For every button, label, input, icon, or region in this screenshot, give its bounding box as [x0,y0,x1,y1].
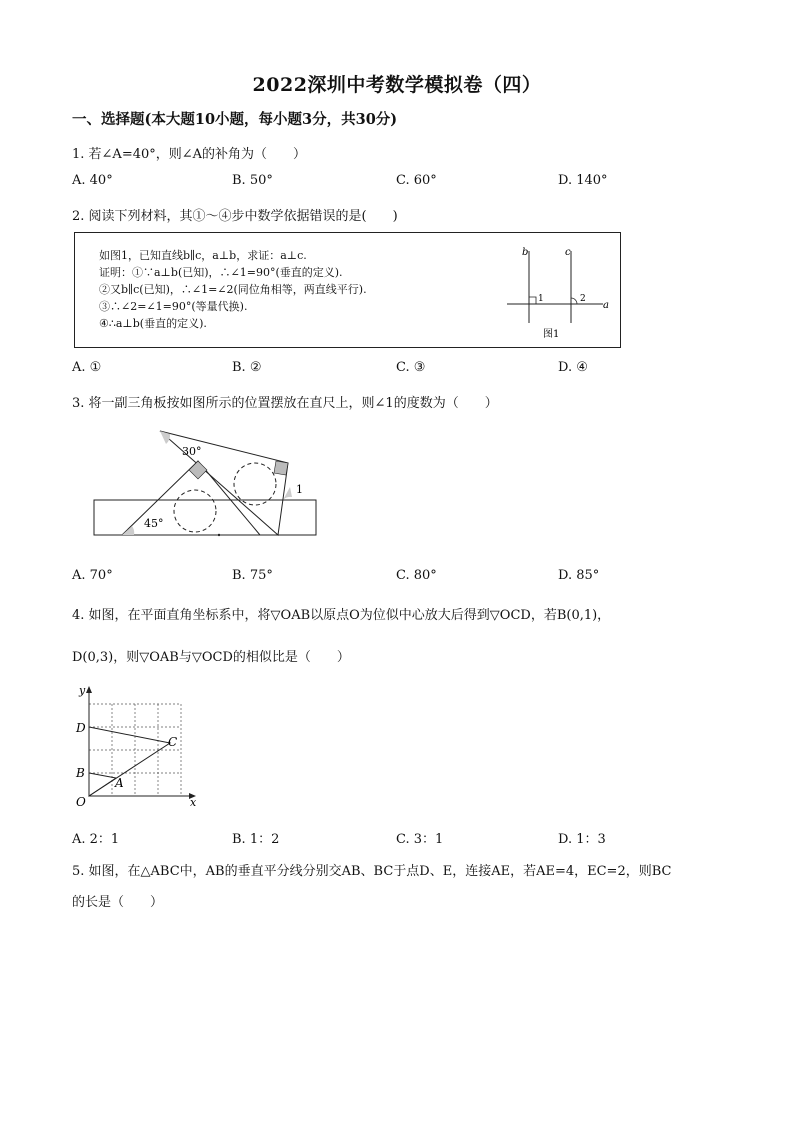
angle-45-arc [122,526,134,535]
question-3-option-d: D. 85° [558,568,600,583]
figure-1-parallel-lines [495,237,615,343]
protractor-hole-right [234,463,276,505]
question-4-stem-line2: D(0,3)，则▽OAB与▽OCD的相似比是（ ） [72,650,350,665]
label-angle-1: 1 [296,483,303,496]
grid-lines [89,704,181,796]
label-angle-2: 2 [580,294,586,304]
label-A: A [115,776,124,790]
question-1-option-c: C. 60° [396,173,437,188]
proof-line: 证明：①∵a⊥b(已知)，∴∠1=90°(垂直的定义). [99,266,343,279]
question-4-stem-line1: 4. 如图，在平面直角坐标系中，将▽OAB以原点O为位似中心放大后得到▽OCD，若B(0,1)， [72,608,611,623]
question-1-option-a: A. 40° [72,173,113,188]
question-4-option-c: C. 3：1 [396,832,444,847]
angle-2-arc [571,298,577,304]
question-5-stem-line1: 5. 如图，在△ABC中，AB的垂直平分线分别交AB、BC于点D、E，连接AE，若AE=4，EC=2，则BC [72,864,672,879]
right-angle-mark [529,297,536,304]
proof-line: ②又b∥c(已知)，∴∠1=∠2(同位角相等，两直线平行). [99,283,367,296]
question-1-stem: 1. 若∠A=40°，则∠A的补角为（ ） [72,147,307,162]
figure-coordinate-grid [72,680,212,815]
label-O: O [76,795,86,809]
proof-text [99,247,367,332]
label-a: a [603,300,609,311]
label-C: C [168,735,178,749]
y-axis-arrow [86,686,92,693]
proof-line: 如图1，已知直线b∥c，a⊥b，求证：a⊥c. [99,249,307,262]
label-x: x [190,796,197,809]
question-4-option-b: B. 1：2 [232,832,280,847]
question-5-stem-line2: 的长是（ ） [72,895,164,910]
proof-box [74,232,621,348]
question-1-option-d: D. 140° [558,173,608,188]
ruler-mark-dot [218,534,220,536]
figure-caption: 图1 [543,329,560,340]
proof-line: ④∴a⊥b(垂直的定义). [99,317,207,330]
question-1-option-b: B. 50° [232,173,273,188]
question-3-option-a: A. 70° [72,568,113,583]
label-30-degree: 30° [182,445,202,458]
section-heading: 一、选择题(本大题10小题，每小题3分，共30分) [72,111,398,128]
question-2-option-a: A. ① [72,360,102,375]
protractor-hole-left [174,490,216,532]
right-angle-mark-45 [189,461,207,479]
question-2-option-b: B. ② [232,360,262,375]
figure-set-squares-on-ruler [90,425,330,545]
question-4-option-a: A. 2：1 [72,832,120,847]
label-y: y [79,684,86,697]
page-title: 2022深圳中考数学模拟卷（四） [252,74,542,96]
label-B: B [76,766,85,780]
proof-line: ③∴∠2=∠1=90°(等量代换). [99,300,248,313]
label-angle-1: 1 [538,294,544,304]
label-45-degree: 45° [144,517,164,530]
label-D: D [76,721,86,735]
set-square-30 [160,431,288,535]
question-2-option-c: C. ③ [396,360,426,375]
right-angle-mark-30 [274,461,288,475]
question-4-option-d: D. 1：3 [558,832,606,847]
label-b: b [522,247,529,258]
question-3-option-b: B. 75° [232,568,273,583]
question-2-option-d: D. ④ [558,360,588,375]
label-c: c [565,247,571,258]
question-3-stem: 3. 将一副三角板按如图所示的位置摆放在直尺上，则∠1的度数为（ ） [72,396,498,411]
question-3-option-c: C. 80° [396,568,437,583]
question-2-stem: 2. 阅读下列材料，其①～④步中数学依据错误的是( ) [72,209,398,224]
